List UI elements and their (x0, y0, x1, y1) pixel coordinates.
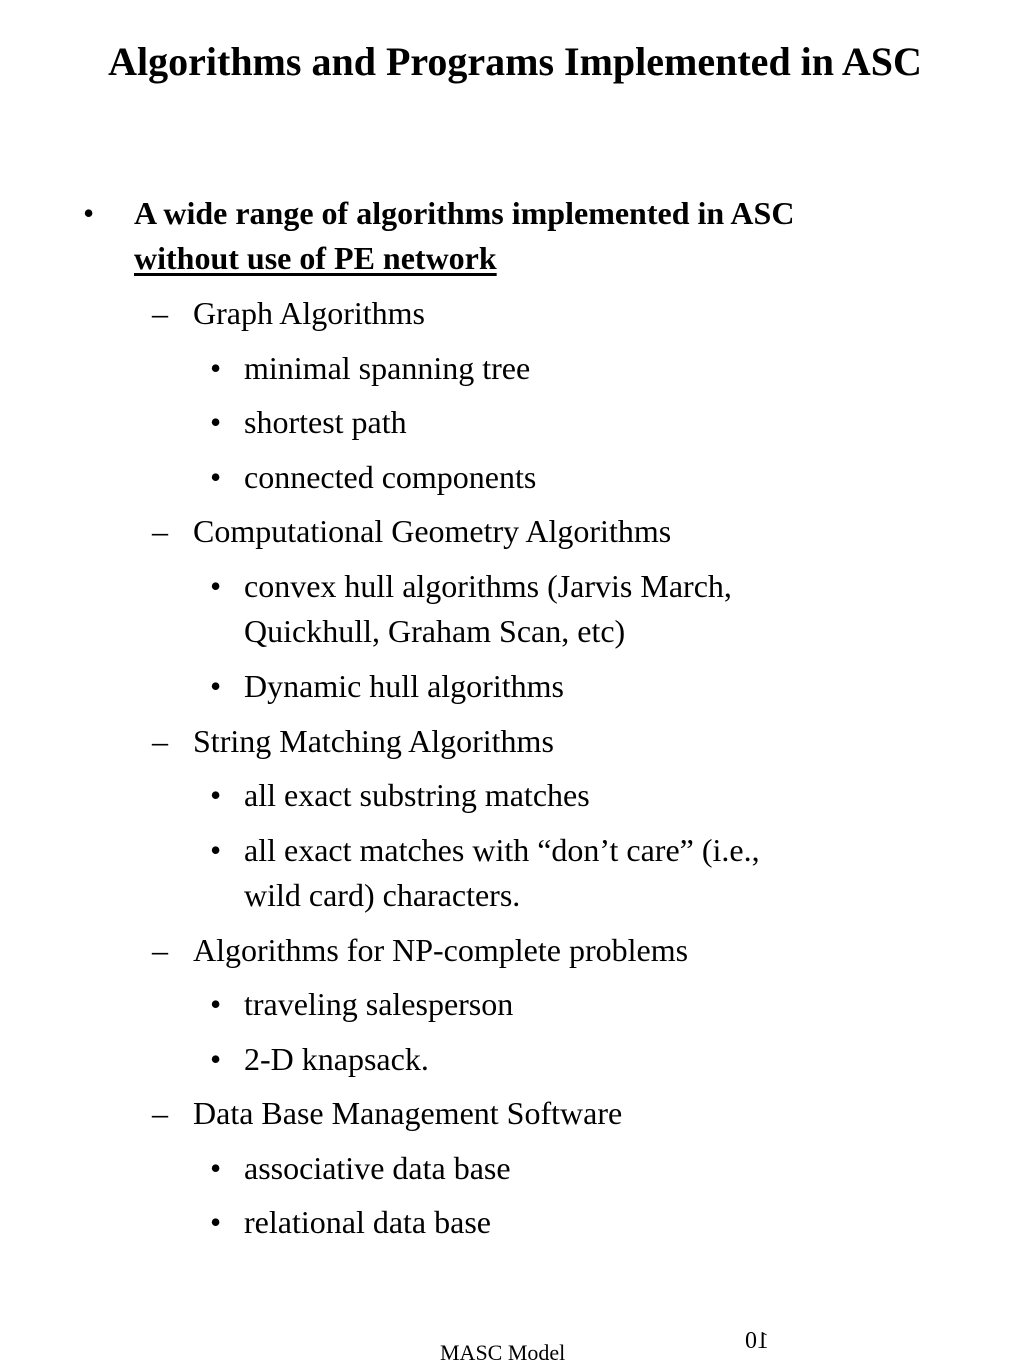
footer-label: MASC Model (440, 1340, 566, 1365)
list-item: all exact matches with “don’t care” (i.e., (244, 832, 760, 868)
dash-marker: – (152, 723, 168, 759)
dash-marker: – (152, 932, 168, 968)
list-item: associative data base (244, 1150, 511, 1186)
section-heading-np-complete: Algorithms for NP-complete problems (193, 932, 689, 968)
dash-marker: – (152, 295, 168, 331)
bullet-marker: • (83, 195, 95, 231)
section-heading-string-matching: String Matching Algorithms (193, 723, 554, 759)
section-heading-graph: Graph Algorithms (193, 295, 425, 331)
list-item: connected components (244, 459, 537, 495)
sub-bullet-marker: • (210, 459, 222, 495)
sub-bullet-marker: • (210, 404, 222, 440)
section-heading-database: Data Base Management Software (193, 1095, 623, 1131)
main-bullet-line1: A wide range of algorithms implemented in ASC (134, 195, 795, 231)
list-item: shortest path (244, 404, 407, 440)
section-heading-geometry: Computational Geometry Algorithms (193, 513, 672, 549)
sub-bullet-marker: • (210, 668, 222, 704)
slide-title: Algorithms and Programs Implemented in ASC (108, 39, 922, 84)
sub-bullet-marker: • (210, 1041, 222, 1077)
list-item: Dynamic hull algorithms (244, 668, 564, 704)
page-number: 10 (745, 1328, 769, 1354)
list-item-continuation: Quickhull, Graham Scan, etc) (244, 613, 626, 649)
sub-bullet-marker: • (210, 1204, 222, 1240)
dash-marker: – (152, 1095, 168, 1131)
sub-bullet-marker: • (210, 986, 222, 1022)
sub-bullet-marker: • (210, 777, 222, 813)
list-item: all exact substring matches (244, 777, 590, 813)
list-item: convex hull algorithms (Jarvis March, (244, 568, 732, 604)
list-item: traveling salesperson (244, 986, 514, 1022)
list-item: 2-D knapsack. (244, 1041, 429, 1077)
list-item: relational data base (244, 1204, 491, 1240)
list-item-continuation: wild card) characters. (244, 877, 521, 913)
dash-marker: – (152, 513, 168, 549)
sub-bullet-marker: • (210, 350, 222, 386)
sub-bullet-marker: • (210, 832, 222, 868)
list-item: minimal spanning tree (244, 350, 531, 386)
sub-bullet-marker: • (210, 1150, 222, 1186)
sub-bullet-marker: • (210, 568, 222, 604)
main-bullet-line2: without use of PE network (134, 240, 497, 276)
